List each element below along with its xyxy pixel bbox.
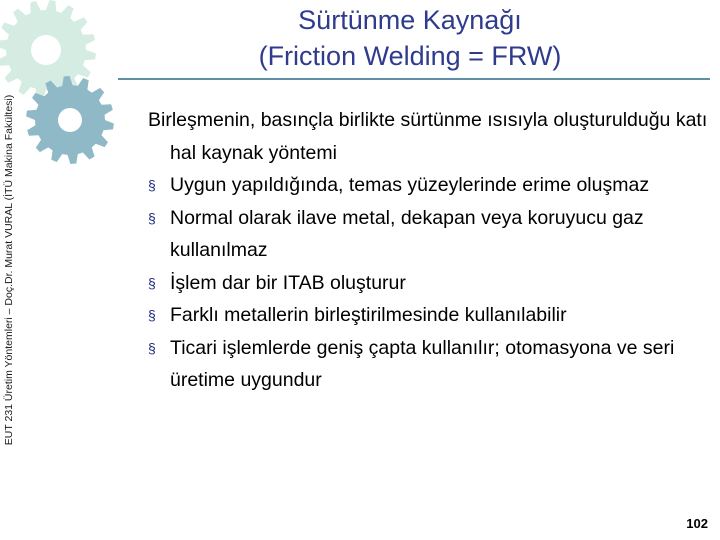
bullet-icon: § (148, 209, 156, 226)
bullet-item (148, 332, 708, 397)
bullet-text: İşlem dar bir ITAB oluşturur (170, 271, 406, 294)
bullet-text: Normal olarak ilave metal, dekapan veya koruyucu gaz kullanılmaz (170, 206, 644, 261)
title-line-2: (Friction Welding = FRW) (258, 41, 562, 71)
gears-icon (0, 0, 130, 190)
title-divider (118, 78, 710, 80)
footer-course-label: EUT 231 Üretim Yöntemleri – Doç.Dr. Murat VURAL (İTÜ Makina Fakültesi) (3, 94, 15, 446)
bullet-text: Ticari işlemlerde geniş çapta kullanılır; otomasyona ve seri üretime uygundur (170, 336, 675, 391)
lead-paragraph: Birleşmenin, basınçla birlikte sürtünme ısısıyla oluşturulduğu katı hal kaynak yöntemi (148, 109, 708, 164)
bullet-list (148, 169, 708, 397)
bullet-item (148, 202, 708, 267)
slide-body (148, 104, 708, 397)
bullet-item (148, 169, 708, 202)
bullet-item (148, 267, 708, 300)
page-number: 102 (686, 516, 708, 531)
bullet-icon: § (148, 274, 156, 291)
title-line-1: Sürtünme Kaynağı (298, 5, 522, 35)
bullet-icon: § (148, 307, 156, 323)
bullet-text: Farklı metallerin birleştirilmesinde kullanılabilir (170, 304, 567, 326)
bullet-icon: § (148, 339, 156, 356)
bullet-icon: § (148, 177, 156, 193)
bullet-item (148, 299, 708, 332)
page-title (200, 2, 620, 74)
bullet-text: Uygun yapıldığında, temas yüzeylerinde erime oluşmaz (170, 174, 650, 196)
